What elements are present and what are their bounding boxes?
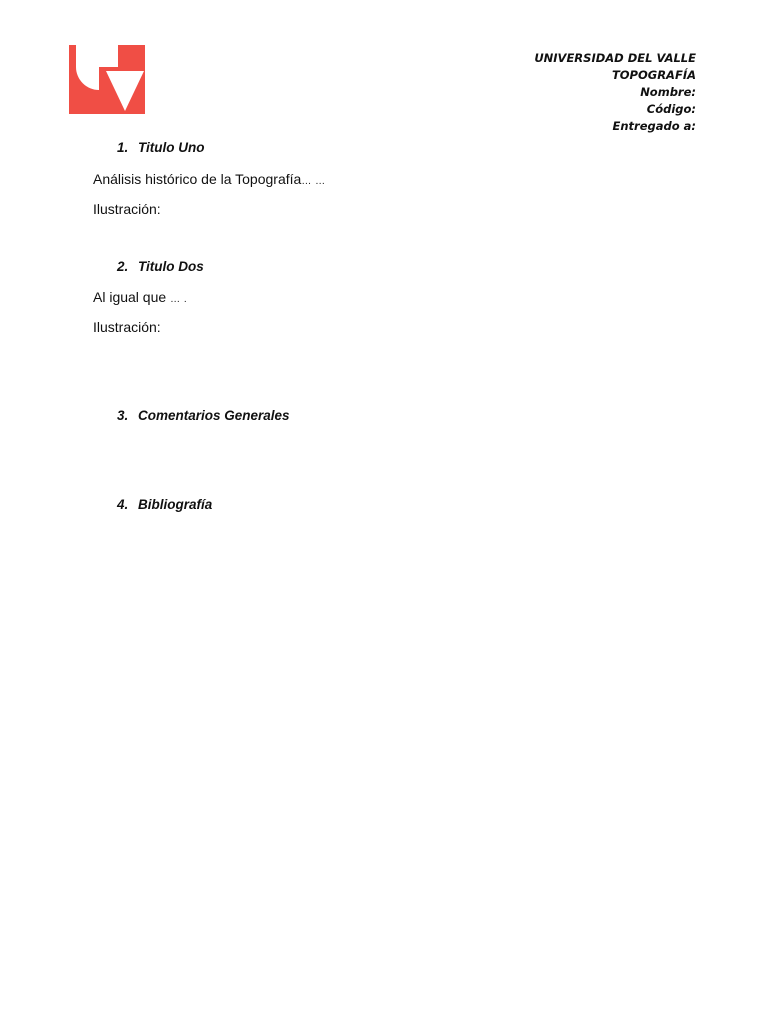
section-title: Bibliografía — [138, 497, 213, 512]
section-number: 1. — [117, 140, 129, 155]
university-logo-icon — [69, 45, 145, 114]
paragraph-text: Análisis histórico de la Topografía — [93, 171, 302, 187]
delivered-to-label: Entregado a: — [612, 119, 696, 133]
section-title: Titulo Uno — [138, 140, 205, 155]
name-label: Nombre: — [640, 85, 696, 99]
paragraph-text: Al igual que — [93, 289, 171, 305]
section-number: 2. — [117, 259, 129, 274]
document-header — [534, 50, 696, 135]
ellipsis: … … — [301, 176, 326, 187]
section-2-illustration-label: Ilustración: — [93, 319, 161, 335]
section-number: 4. — [117, 497, 129, 512]
ellipsis: … . — [170, 294, 188, 305]
section-1-illustration-label: Ilustración: — [93, 201, 161, 217]
section-title: Titulo Dos — [138, 259, 204, 274]
section-heading-1 — [117, 140, 205, 155]
section-title: Comentarios Generales — [138, 408, 290, 423]
section-heading-3 — [117, 408, 290, 423]
university-name: UNIVERSIDAD DEL VALLE — [534, 51, 696, 65]
code-label: Código: — [646, 102, 696, 116]
course-name: TOPOGRAFÍA — [611, 68, 696, 82]
section-heading-2 — [117, 259, 204, 274]
section-heading-4 — [117, 497, 212, 512]
section-2-paragraph — [93, 289, 187, 305]
section-1-paragraph — [93, 171, 326, 187]
section-number: 3. — [117, 408, 129, 423]
